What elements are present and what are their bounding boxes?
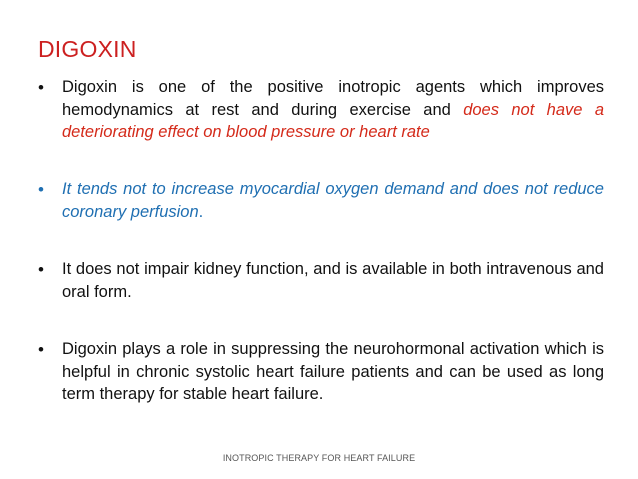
bullet-item xyxy=(38,258,604,303)
slide-title: DIGOXIN xyxy=(38,36,137,62)
bullet-text xyxy=(62,76,604,144)
bullet-item xyxy=(38,338,604,406)
bullet-text xyxy=(62,178,604,223)
bullet-marker: • xyxy=(38,340,44,359)
bullet-text: It does not impair kidney function, and is available in both intravenous and oral form. xyxy=(62,260,604,301)
bullet-item xyxy=(38,178,604,223)
bullet-text: Digoxin plays a role in suppressing the neurohormonal activation which is helpful in chronic systolic heart failure patients and can be used as long term therapy for stable heart failure. xyxy=(62,340,604,403)
bullet-marker: • xyxy=(38,260,44,279)
bullet-marker: • xyxy=(38,78,44,97)
slide-footer: INOTROPIC THERAPY FOR HEART FAILURE xyxy=(222,453,416,463)
bullet-marker: • xyxy=(38,180,44,199)
bullet-text-period: . xyxy=(198,202,204,221)
bullet-text-plain: Digoxin is one of the positive inotropic agents which improves hemodynamics at rest and during exercise and xyxy=(62,78,604,119)
bullet-text-highlight: does not have a deteriorating effect on blood pressure or heart rate xyxy=(62,100,604,141)
bullet-text-highlight: It tends not to increase myocardial oxygen demand and does not reduce coronary perfusion xyxy=(62,180,604,221)
bullet-item xyxy=(38,76,604,144)
